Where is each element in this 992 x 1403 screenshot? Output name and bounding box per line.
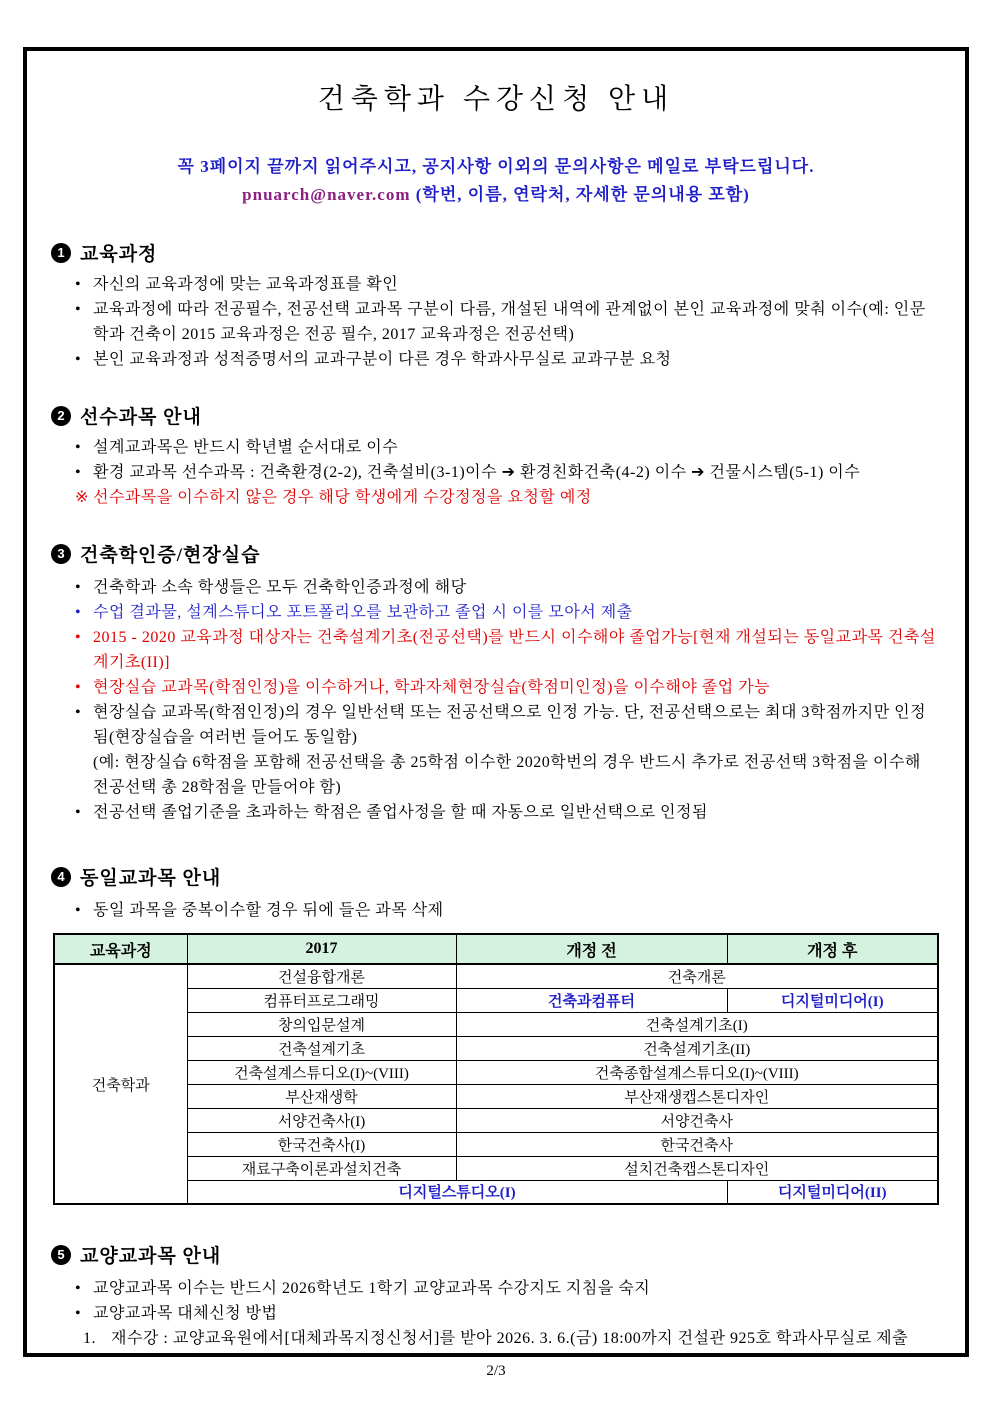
table-row [54, 988, 938, 1012]
column-header: 개정 후 [727, 934, 938, 964]
section-heading [51, 239, 941, 266]
list-item-text: 자신의 교육과정에 맞는 교육과정표를 확인 [93, 276, 399, 293]
bullet-icon: • [75, 679, 82, 696]
table-row [54, 1036, 938, 1060]
section-number-badge: 4 [51, 867, 71, 887]
list-item [53, 898, 941, 923]
list-item-text: 수업 결과물, 설계스튜디오 포트폴리오를 보관하고 졸업 시 이를 모아서 제출 [93, 604, 633, 621]
table-cell: 건축설계스튜디오(I)~(VIII) [187, 1060, 456, 1084]
list-item [53, 1276, 941, 1301]
list-item [53, 272, 941, 297]
list-item-text: 동일 과목을 중복이수할 경우 뒤에 들은 과목 삭제 [93, 902, 444, 919]
list-item [53, 1301, 941, 1326]
list-item [53, 625, 941, 675]
list-item-text: 전공선택 졸업기준을 초과하는 학점은 졸업사정을 할 때 자동으로 일반선택으로 인정됨 [93, 804, 708, 821]
identical-courses-table [53, 933, 939, 1205]
list-item [53, 675, 941, 700]
table-row [54, 1156, 938, 1180]
section-accreditation-internship [51, 540, 941, 825]
notice-line-1: 꼭 3페이지 끝까지 읽어주시고, 공지사항 이외의 문의사항은 메일로 부탁드립니다. [177, 157, 815, 176]
column-header: 개정 전 [456, 934, 727, 964]
table-cell: 서양건축사(I) [187, 1108, 456, 1132]
table-cell: 건축설계기초(II) [456, 1036, 938, 1060]
table-cell: 컴퓨터프로그래밍 [187, 988, 456, 1012]
warning-text: 선수과목을 이수하지 않은 경우 해당 학생에게 수강정정을 요청할 예정 [93, 489, 592, 506]
table-row [54, 1108, 938, 1132]
section-curriculum [51, 239, 941, 372]
warning-item [53, 485, 941, 510]
table-row [54, 1084, 938, 1108]
section-number-badge: 5 [51, 1245, 71, 1265]
list-item-text: 본인 교육과정과 성적증명서의 교과구분이 다른 경우 학과사무실로 교과구분 요청 [93, 351, 672, 368]
section-heading [51, 1241, 941, 1268]
section-heading [51, 540, 941, 567]
list-item-continuation [53, 750, 941, 800]
table-cell: 건축과컴퓨터 [456, 988, 727, 1012]
list-item-text: 환경 교과목 선수과목 : 건축환경(2-2), 건축설비(3-1)이수 ➔ 환경친화건축(4-2) 이수 ➔ 건물시스템(5-1) 이수 [93, 464, 861, 481]
table-cell: 건축설계기초 [187, 1036, 456, 1060]
list-item [53, 600, 941, 625]
bullet-icon: • [75, 704, 82, 721]
page-number: 2/3 [486, 1363, 506, 1379]
section-heading [51, 402, 941, 429]
table-cell: 건축개론 [456, 964, 938, 988]
section-general-education [51, 1241, 941, 1351]
list-item-text: 교양교과목 대체신청 방법 [93, 1305, 278, 1322]
bullet-icon: • [75, 276, 82, 293]
document-border [23, 47, 969, 1357]
table-row [54, 1012, 938, 1036]
list-item-text: 교양교과목 이수는 반드시 2026학년도 1학기 교양교과목 수강지도 지침을 숙지 [93, 1280, 651, 1297]
bullet-icon: • [75, 301, 82, 318]
list-item-text: 건축학과 소속 학생들은 모두 건축학인증과정에 해당 [93, 579, 467, 596]
list-item-text: 현장실습 교과목(학점인정)을 이수하거나, 학과자체현장실습(학점미인정)을 이수해야 졸업 가능 [93, 679, 771, 696]
section-number-badge: 3 [51, 544, 71, 564]
table-cell: 설치건축캡스톤디자인 [456, 1156, 938, 1180]
list-item [53, 800, 941, 825]
section-heading [51, 863, 941, 890]
list-item [53, 347, 941, 372]
item-number: 1. [83, 1330, 96, 1347]
reference-mark-icon: ※ [75, 489, 89, 506]
bullet-icon: • [75, 1305, 82, 1322]
page-title: 건축학과 수강신청 안내 [317, 84, 675, 115]
section-title: 교육과정 [80, 244, 158, 265]
table-cell: 부산재생학 [187, 1084, 456, 1108]
table-cell: 부산재생캡스톤디자인 [456, 1084, 938, 1108]
section-number-badge: 2 [51, 406, 71, 426]
list-item [53, 297, 941, 347]
table-cell: 건설융합개론 [187, 964, 456, 988]
list-item-text: 2015 - 2020 교육과정 대상자는 건축설계기초(전공선택)를 반드시 이수해야 졸업가능[현재 개설되는 동일교과목 건축설계기초(II)] [93, 629, 936, 671]
column-header: 교육과정 [54, 934, 187, 964]
list-item-text: 재수강 : 교양교육원에서[대체과목지정신청서]를 받아 2026. 3. 6.(금) 18:00까지 건설관 925호 학과사무실로 제출 [111, 1330, 909, 1347]
table-cell: 디지털미디어(I) [727, 988, 938, 1012]
bullet-icon: • [75, 804, 82, 821]
numbered-list-item [53, 1326, 941, 1351]
section-title: 건축학인증/현장실습 [80, 545, 261, 566]
bullet-icon: • [75, 464, 82, 481]
list-item-text: 교육과정에 따라 전공필수, 전공선택 교과목 구분이 다름, 개설된 내역에 관계없이 본인 교육과정에 맞춰 이수(예: 인문학과 건축이 2015 교육과정은 전공 필수, 2017 교육과정은 전공선택) [93, 301, 926, 343]
section-title: 선수과목 안내 [80, 407, 202, 428]
table-row [54, 964, 938, 988]
bullet-icon: • [75, 1280, 82, 1297]
table-header-row [54, 934, 938, 964]
bullet-icon: • [75, 579, 82, 596]
column-header: 2017 [187, 934, 456, 964]
list-item [53, 460, 941, 485]
list-item [53, 575, 941, 600]
table-cell: 창의입문설계 [187, 1012, 456, 1036]
section-prerequisites [51, 402, 941, 510]
table-cell: 한국건축사(I) [187, 1132, 456, 1156]
table-row [54, 1132, 938, 1156]
notice-email-suffix: (학번, 이름, 연락처, 자세한 문의내용 포함) [410, 185, 750, 204]
table-cell: 서양건축사 [456, 1108, 938, 1132]
bullet-icon: • [75, 629, 82, 646]
notice-line-2 [51, 181, 941, 209]
section-title: 동일교과목 안내 [80, 868, 222, 889]
section-identical-courses [51, 863, 941, 1205]
list-item-text: 설계교과목은 반드시 학년별 순서대로 이수 [93, 439, 399, 456]
table-row [54, 1060, 938, 1084]
bullet-icon: • [75, 604, 82, 621]
list-item-text: (예: 현장실습 6학점을 포함해 전공선택을 총 25학점 이수한 2020학번의 경우 반드시 추가로 전공선택 3학점을 이수해 전공선택 총 28학점을 만들어야 함) [93, 754, 921, 796]
list-item [53, 435, 941, 460]
table-cell: 디지털스튜디오(I) [187, 1180, 727, 1204]
bullet-icon: • [75, 902, 82, 919]
table-cell: 건축종합설계스튜디오(I)~(VIII) [456, 1060, 938, 1084]
section-title: 교양교과목 안내 [80, 1246, 222, 1267]
table-cell: 한국건축사 [456, 1132, 938, 1156]
bullet-icon: • [75, 351, 82, 368]
bullet-icon: • [75, 439, 82, 456]
list-item-text: 현장실습 교과목(학점인정)의 경우 일반선택 또는 전공선택으로 인정 가능. 단, 전공선택으로는 최대 3학점까지만 인정됨(현장실습을 여러번 들어도 동일함) [93, 704, 927, 746]
table-row [54, 1180, 938, 1204]
section-number-badge: 1 [51, 243, 71, 263]
table-cell: 건축설계기초(I) [456, 1012, 938, 1036]
contact-email: pnuarch@naver.com [242, 185, 411, 204]
notice-block [51, 153, 941, 209]
table-cell: 디지털미디어(II) [727, 1180, 938, 1204]
table-cell: 재료구축이론과설치건축 [187, 1156, 456, 1180]
department-cell: 건축학과 [54, 964, 187, 1204]
list-item [53, 700, 941, 750]
